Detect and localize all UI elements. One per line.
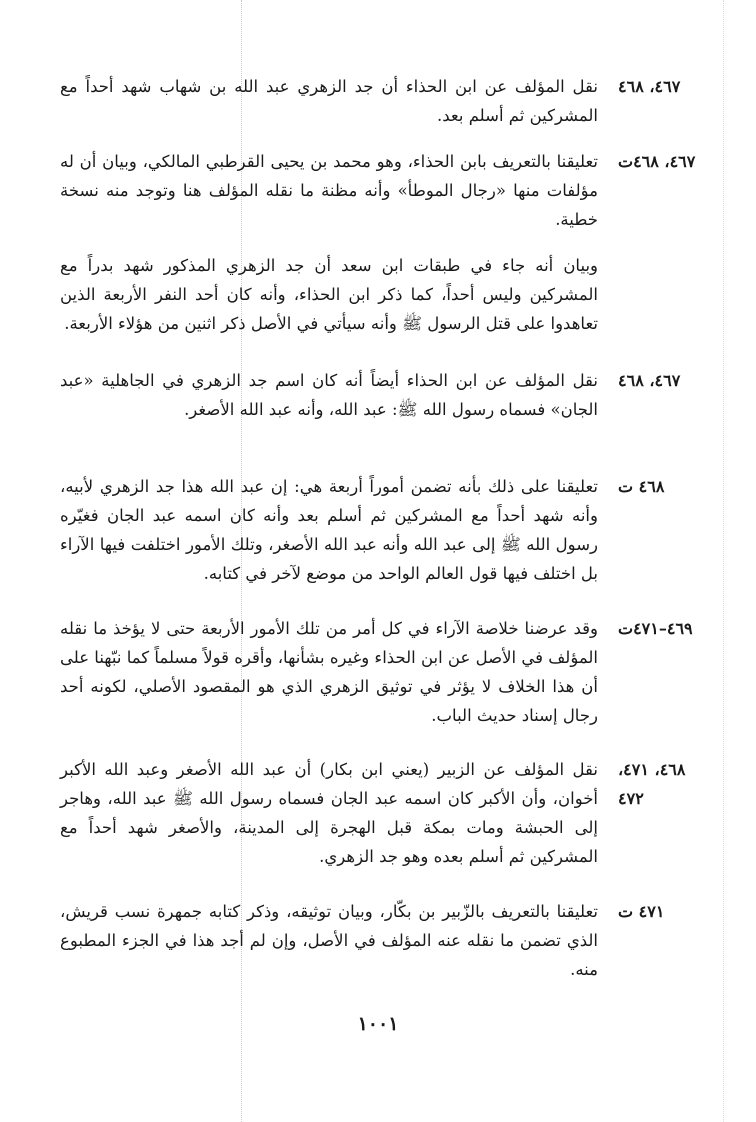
- entry-text: وقد عرضنا خلاصة الآراء في كل أمر من تلك الأمور الأربعة حتى لا يؤخذ ما نقله المؤلف في الأصل عن ابن الحذاء وغيره بشأنها، وأقره قولاً مسلماً كما نبّهنا على أن هذا الخلاف لا يؤثر في توثيق الزهري الذي هو المقصود الأصلي، لكونه أحد رجال إسناد حديث الباب.: [60, 619, 598, 725]
- index-entry: [60, 614, 700, 730]
- page-reference: ٤٦٨، ٤٧١، ٤٧٢: [618, 760, 686, 808]
- index-entry: [60, 755, 700, 871]
- entry-text: تعليقنا على ذلك بأنه تضمن أموراً أربعة هي: إن عبد الله هذا جد الزهري لأبيه، وأنه شهد أحداً مع المشركين ثم أسلم بعد وأنه كان اسمه عبد الجان فغيّره رسول الله ﷺ إلى عبد الله وأنه عبد الله الأصغر، وتلك الأمور اختلفت فيها الآراء بل اختلف فيها قول العالم الواحد من موضع لآخر في كتابه.: [60, 477, 598, 583]
- page-edge-line: [723, 0, 724, 1122]
- page-reference: ٤٦٩–٤٧١ت: [618, 619, 693, 638]
- entry-text: نقل المؤلف عن ابن الحذاء أيضاً أنه كان اسم جد الزهري في الجاهلية «عبد الجان» فسماه رسول الله ﷺ: عبد الله، وأنه عبد الله الأصغر.: [60, 371, 598, 419]
- index-entry: [60, 472, 700, 588]
- entry-text: نقل المؤلف عن ابن الحذاء أن جد الزهري عبد الله بن شهاب شهد أحداً مع المشركين ثم أسلم بعد.: [60, 77, 598, 125]
- page-reference: ٤٦٧، ٤٦٨: [618, 371, 681, 390]
- page-reference: ٤٦٧، ٤٦٨: [618, 77, 681, 96]
- index-entry: [60, 72, 700, 130]
- entry-continuation: وبيان أنه جاء في طبقات ابن سعد أن جد الزهري المذكور شهد بدراً مع المشركين وليس أحداً، كما ذكر ابن الحذاء، وأنه كان أحد النفر الأربعة الذين تعاهدوا على قتل الرسول ﷺ وأنه سيأتي في الأصل ذكر اثنين من هؤلاء الأربعة.: [60, 256, 598, 333]
- entry-text: تعليقنا بالتعريف بالزّبير بن بكّار، وبيان توثيقه، وذكر كتابه جمهرة نسب قريش، الذي تضمن ما نقله عنه المؤلف في الأصل، وإن لم أجد هذا في الجزء المطبوع منه.: [60, 902, 598, 979]
- index-entry: [60, 147, 700, 234]
- index-entry: [60, 366, 700, 424]
- entry-text: تعليقنا بالتعريف بابن الحذاء، وهو محمد بن يحيى القرطبي المالكي، وبيان أن له مؤلفات منها «رجال الموطأ» وأنه مظنة ما نقله المؤلف هنا وتوجد منه نسخة خطية.: [60, 152, 598, 229]
- page-number: ١٠٠١: [357, 1013, 399, 1035]
- index-entry: [60, 897, 700, 984]
- entry-text: نقل المؤلف عن الزبير (يعني ابن بكار) أن عبد الله الأصغر وعبد الله الأكبر أخوان، وأن الأكبر كان اسمه عبد الجان فسماه رسول الله ﷺ عبد الله، وهاجر إلى الحبشة ومات بمكة قبل الهجرة إلى المدينة، والأصغر شهد أحداً مع المشركين ثم أسلم بعده وهو جد الزهري.: [60, 760, 598, 866]
- page-reference: ٤٦٧، ٤٦٨ت: [618, 152, 696, 171]
- page-reference: ٤٦٨ ت: [618, 477, 665, 496]
- page-reference: ٤٧١ ت: [618, 902, 665, 921]
